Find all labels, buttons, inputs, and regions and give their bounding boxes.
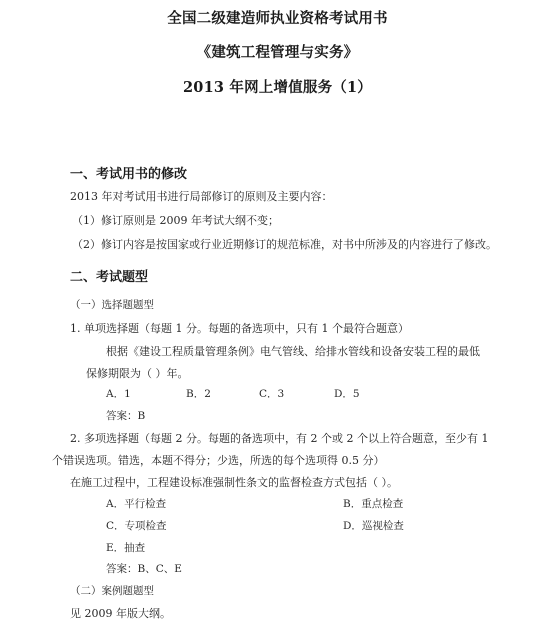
option-b: B．2: [186, 388, 211, 400]
single-choice-question-line-1: 根据《建设工程质量管理条例》电气管线、给排水管线和设备安装工程的最低: [106, 345, 480, 358]
section-heading-revision: 一、考试用书的修改: [70, 167, 188, 182]
option-d-patrol: D．巡视检查: [343, 520, 404, 532]
book-title: 全国二级建造师执业资格考试用书: [167, 10, 388, 27]
option-e-spot: E．抽查: [106, 542, 146, 554]
single-choice-question-line-2: 保修期限为（ ）年。: [86, 367, 189, 380]
option-a-parallel: A．平行检查: [106, 498, 167, 510]
multiple-choice-answer: 答案：B、C、E: [106, 563, 182, 575]
subsection-case: （二）案例题题型: [70, 585, 154, 597]
option-a: A．1: [106, 388, 131, 400]
single-choice-intro: 1. 单项选择题（每题 1 分。每题的备选项中，只有 1 个最符合题意）: [70, 322, 409, 335]
multiple-choice-question: 在施工过程中，工程建设标准强制性条文的监督检查方式包括（ ）。: [70, 476, 398, 489]
section-heading-question-types: 二、考试题型: [70, 270, 149, 285]
option-d: D．5: [334, 388, 360, 400]
subject-title: 《建筑工程管理与实务》: [196, 44, 359, 61]
subsection-choice: （一）选择题题型: [70, 299, 154, 311]
revision-item-1: （1）修订原则是 2009 年考试大纲不变；: [72, 214, 279, 227]
option-b-key: B．重点检查: [343, 498, 404, 510]
option-c-special: C．专项检查: [106, 520, 167, 532]
revision-item-2: （2）修订内容是按国家或行业近期修订的规范标准，对书中所涉及的内容进行了修改。: [72, 238, 497, 251]
option-c: C．3: [259, 388, 285, 400]
service-title: 2013 年网上增值服务（1）: [183, 79, 372, 96]
multiple-choice-intro-line-1: 2. 多项选择题（每题 2 分。每题的备选项中，有 2 个或 2 个以上符合题意，至少有 1: [70, 432, 489, 445]
case-note: 见 2009 年版大纲。: [70, 607, 171, 620]
multiple-choice-intro-line-2: 个错误选项。错选，本题不得分；少选，所选的每个选项得 0.5 分）: [52, 454, 385, 467]
revision-intro: 2013 年对考试用书进行局部修订的原则及主要内容：: [70, 190, 333, 203]
single-choice-answer: 答案：B: [106, 410, 146, 422]
